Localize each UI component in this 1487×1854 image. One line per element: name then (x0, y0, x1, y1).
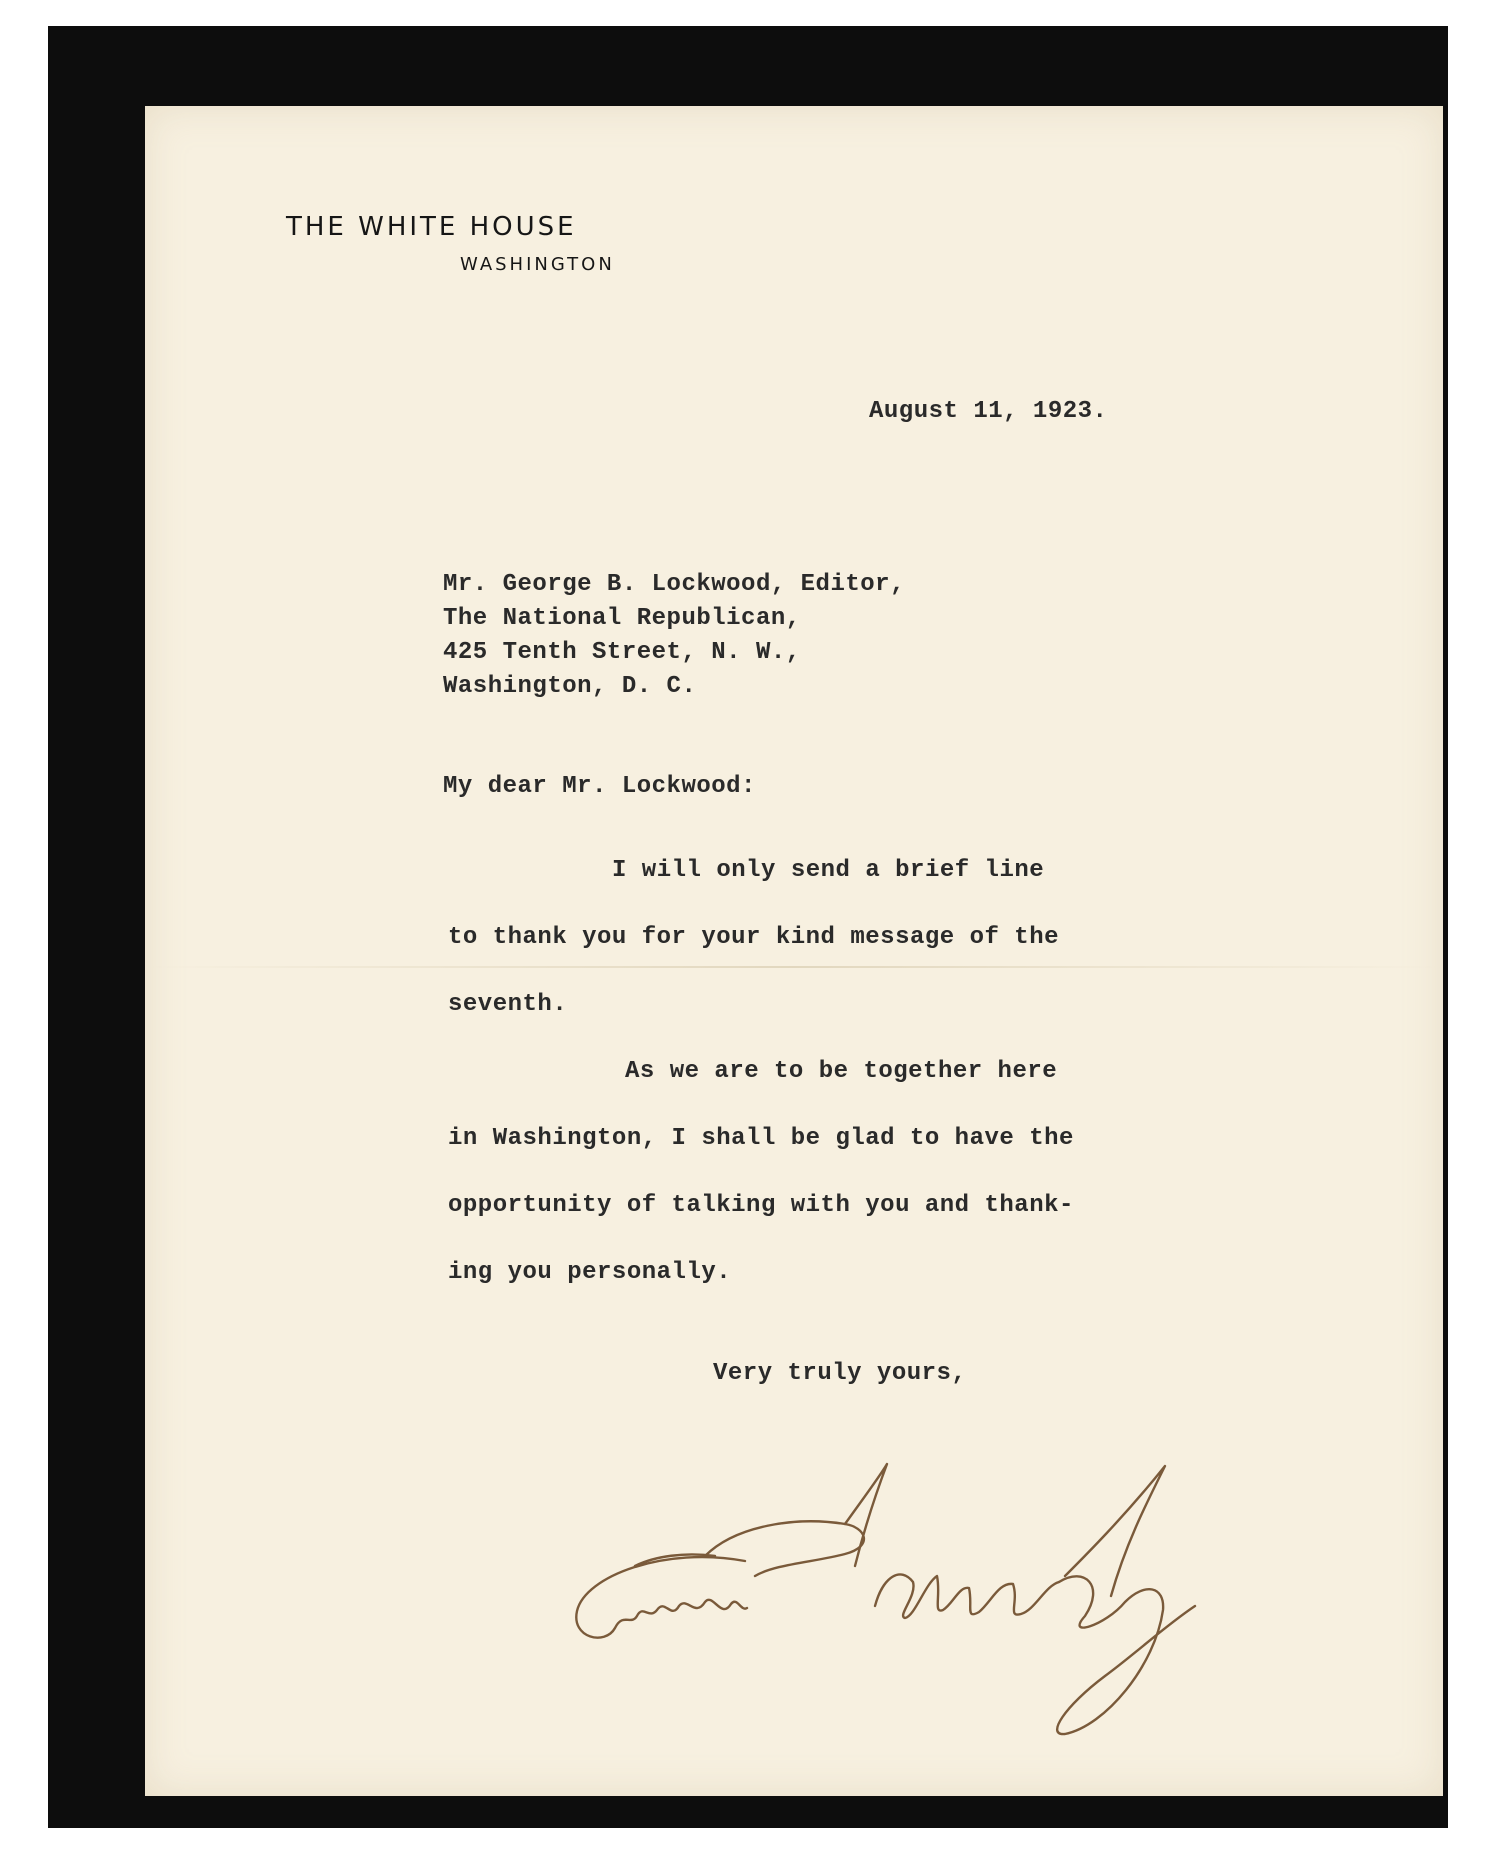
fold-crease (145, 966, 1443, 968)
letterhead-subtitle: WASHINGTON (460, 254, 615, 275)
body-line: seventh. (448, 991, 568, 1018)
recipient-line: Mr. George B. Lockwood, Editor, (443, 571, 905, 598)
handwritten-signature (545, 1406, 1305, 1736)
letter-page (145, 106, 1443, 1796)
body-line: As we are to be together here (625, 1058, 1058, 1085)
recipient-line: 425 Tenth Street, N. W., (443, 639, 801, 666)
body-line: I will only send a brief line (612, 857, 1045, 884)
letterhead-title: THE WHITE HOUSE (286, 212, 577, 242)
salutation: My dear Mr. Lockwood: (443, 773, 756, 800)
faint-offset-imprint (325, 1651, 332, 1667)
body-line: in Washington, I shall be glad to have the (448, 1125, 1074, 1152)
recipient-line: The National Republican, (443, 605, 801, 632)
body-line: to thank you for your kind message of the (448, 924, 1059, 951)
black-mourning-border (48, 26, 1448, 1828)
recipient-line: Washington, D. C. (443, 673, 697, 700)
letter-date: August 11, 1923. (869, 398, 1108, 425)
body-line: ing you personally. (448, 1259, 732, 1286)
closing: Very truly yours, (713, 1360, 967, 1387)
body-line: opportunity of talking with you and thank- (448, 1192, 1074, 1219)
